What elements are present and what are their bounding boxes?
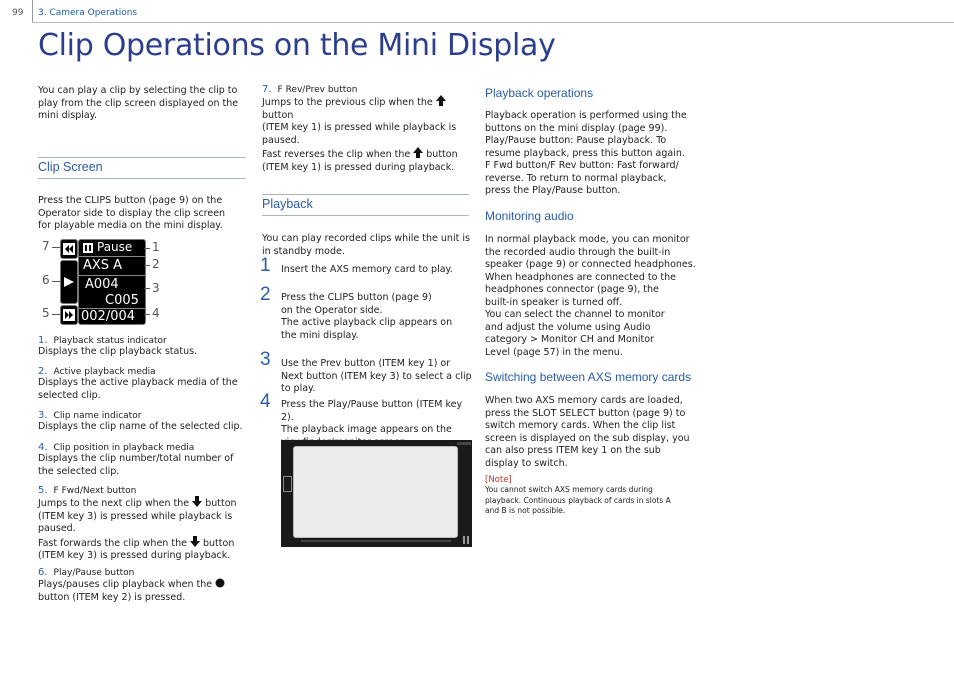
item-title: F Fwd/Next button xyxy=(53,486,137,496)
item-desc-line: (ITEM key 3) is pressed during playback. xyxy=(38,550,231,561)
switching-text: When two AXS memory cards are loaded, press the SLOT SELECT button (page 9) to switch memory cards. When the clip list screen is displayed on the sub display, you can also press ITEM key 1 on the sub display to switch. xyxy=(485,395,690,469)
step-number: 2 xyxy=(260,284,271,305)
item-title: Playback status indicator xyxy=(53,336,167,346)
monitoring-line: You can select the channel to monitor and adjust the volume using Audio category > Monitor CH and Monitor Level (page 57) in the menu. xyxy=(485,309,665,358)
item-1 xyxy=(38,335,246,359)
page-number: 99 xyxy=(12,8,24,18)
callout-6: 6 xyxy=(42,273,50,287)
section-rule xyxy=(262,215,469,216)
breadcrumb[interactable]: 3. Camera Operations xyxy=(38,8,138,18)
clip-name-camera: C005 xyxy=(105,293,139,308)
playback-media: AXS A xyxy=(83,258,123,273)
item-7 xyxy=(262,84,472,174)
item-title: F Rev/Prev button xyxy=(277,85,358,95)
step-text: Press the Play/Pause button (ITEM key 2). xyxy=(281,399,463,423)
playback-ops-text: Playback operation is performed using the buttons on the mini display (page 99). xyxy=(485,110,687,134)
item-desc: Displays the clip name of the selected clip. xyxy=(38,421,243,432)
monitoring-line: When headphones are connected to the headphones connector (page 9), the built-in speaker is turned off. xyxy=(485,271,677,308)
note-label: [Note] xyxy=(485,475,512,485)
heading-monitoring-audio: Monitoring audio xyxy=(485,209,574,223)
callout-7: 7 xyxy=(42,239,50,253)
item-2 xyxy=(38,366,238,402)
item-title: Clip name indicator xyxy=(53,411,142,421)
note-text: You cannot switch AXS memory cards during playback. Continuous playback of cards in slots A and B is not possible. xyxy=(485,485,671,515)
up-arrow-icon xyxy=(436,95,446,106)
item-desc-line: Fast reverses the clip when the xyxy=(262,149,411,160)
item-5 xyxy=(38,485,248,563)
item-number: 6. xyxy=(38,567,48,578)
item-desc-line: Jumps to the next clip when the xyxy=(38,498,190,509)
play-pause-button[interactable] xyxy=(60,260,78,304)
monitoring-text: In normal playback mode, you can monitor the recorded audio through the built-in speaker (page 9) or connected headphones. xyxy=(485,234,696,270)
section-rule xyxy=(38,178,246,179)
clip-screen-text: Press the CLIPS button (page 9) on the Operator side to display the clip screen for playable media on the mini display. xyxy=(38,195,226,231)
step-text: Use the Prev button (ITEM key 1) or Next button (ITEM key 3) to select a clip to play. xyxy=(281,358,472,394)
item-desc-line: Fast forwards the clip when the xyxy=(38,537,187,549)
item-desc: Displays the clip number/total number of the selected clip. xyxy=(38,453,234,477)
clip-name-reel: A004 xyxy=(85,277,119,292)
item-title: Clip position in playback media xyxy=(53,443,195,453)
item-3 xyxy=(38,410,246,434)
item-desc-line: button xyxy=(426,149,458,160)
item-desc-line: button xyxy=(262,109,294,121)
header-divider xyxy=(32,0,33,22)
item-desc: Displays the clip playback status. xyxy=(38,346,198,357)
f-rev-prev-button[interactable] xyxy=(60,239,78,259)
step-number: 1 xyxy=(260,255,271,276)
step-text: Press the CLIPS button (page 9) on the Operator side. xyxy=(281,292,432,316)
fast-forward-icon xyxy=(62,308,76,322)
item-number: 5. xyxy=(38,485,48,496)
viewfinder-image xyxy=(281,440,472,547)
item-desc-line: button xyxy=(203,537,235,549)
heading-playback-operations: Playback operations xyxy=(485,86,594,100)
item-title: Play/Pause button xyxy=(53,568,135,578)
callout-5: 5 xyxy=(42,306,50,320)
section-rule xyxy=(262,194,469,195)
step-extra: The active playback clip appears on the mini display. xyxy=(281,317,453,341)
section-heading-playback: Playback xyxy=(262,197,313,211)
rewind-icon xyxy=(62,242,76,256)
clip-position: 002/004 xyxy=(81,309,136,324)
circle-button-icon xyxy=(215,578,225,588)
item-title: Active playback media xyxy=(53,367,156,377)
item-desc-line: button (ITEM key 2) is pressed. xyxy=(38,591,186,603)
item-number: 3. xyxy=(38,410,48,421)
step-number: 4 xyxy=(260,391,271,412)
item-desc-line: (ITEM key 1) is pressed while playback is xyxy=(262,122,457,133)
callout-2: 2 xyxy=(152,257,160,271)
item-desc-line: Plays/pauses clip playback when the xyxy=(38,579,213,590)
item-number: 7. xyxy=(262,84,272,95)
item-desc: Displays the active playback media of the selected clip. xyxy=(38,377,238,401)
item-4 xyxy=(38,442,246,478)
callout-4: 4 xyxy=(152,306,160,320)
item-6 xyxy=(38,567,248,604)
down-arrow-icon xyxy=(190,536,200,547)
item-desc-line: paused. xyxy=(262,134,300,146)
callout-1: 1 xyxy=(152,240,160,254)
mini-display-figure xyxy=(38,236,168,326)
mini-display-screen xyxy=(78,239,146,325)
item-number: 4. xyxy=(38,442,48,453)
playback-status: Pause xyxy=(97,240,133,254)
section-rule xyxy=(38,157,246,158)
heading-switching-axs: Switching between AXS memory cards xyxy=(485,370,692,384)
playback-ops-line: F Fwd button/F Rev button: Fast forward/ reverse. To return to normal playback, press the Play/Pause button. xyxy=(485,160,679,196)
item-desc-line: Jumps to the previous clip when the xyxy=(262,97,433,108)
playback-intro: You can play recorded clips while the unit is in standby mode. xyxy=(262,233,470,257)
playback-ops-line: Play/Pause button: Pause playback. To resume playback, press this button again. xyxy=(485,135,685,159)
callout-3: 3 xyxy=(152,281,160,295)
pause-icon xyxy=(82,242,94,254)
item-desc-line: paused. xyxy=(38,523,76,534)
item-desc-line: (ITEM key 3) is pressed while playback is xyxy=(38,510,233,522)
up-arrow-icon xyxy=(413,147,423,158)
item-desc-line: button xyxy=(205,498,237,509)
step-3 xyxy=(281,358,473,396)
item-number: 2. xyxy=(38,366,48,377)
step-extra: The playback image appears on the xyxy=(281,424,452,435)
play-icon xyxy=(63,276,75,288)
header-rule xyxy=(32,22,954,23)
section-heading-clip-screen: Clip Screen xyxy=(38,160,103,174)
step-text: Insert the AXS memory card to play. xyxy=(281,264,453,275)
item-number: 1. xyxy=(38,335,48,346)
side-meter xyxy=(283,476,292,492)
down-arrow-icon xyxy=(192,496,202,507)
playback-frame xyxy=(293,446,458,538)
step-2 xyxy=(281,292,453,342)
step-number: 3 xyxy=(260,349,271,370)
f-fwd-next-button[interactable] xyxy=(60,305,78,325)
step-1 xyxy=(281,264,471,277)
page-title: Clip Operations on the Mini Display xyxy=(38,28,556,63)
intro-text: You can play a clip by selecting the clip to play from the clip screen displayed on the mini display. xyxy=(38,85,239,121)
item-desc-line: (ITEM key 1) is pressed during playback. xyxy=(262,161,455,173)
